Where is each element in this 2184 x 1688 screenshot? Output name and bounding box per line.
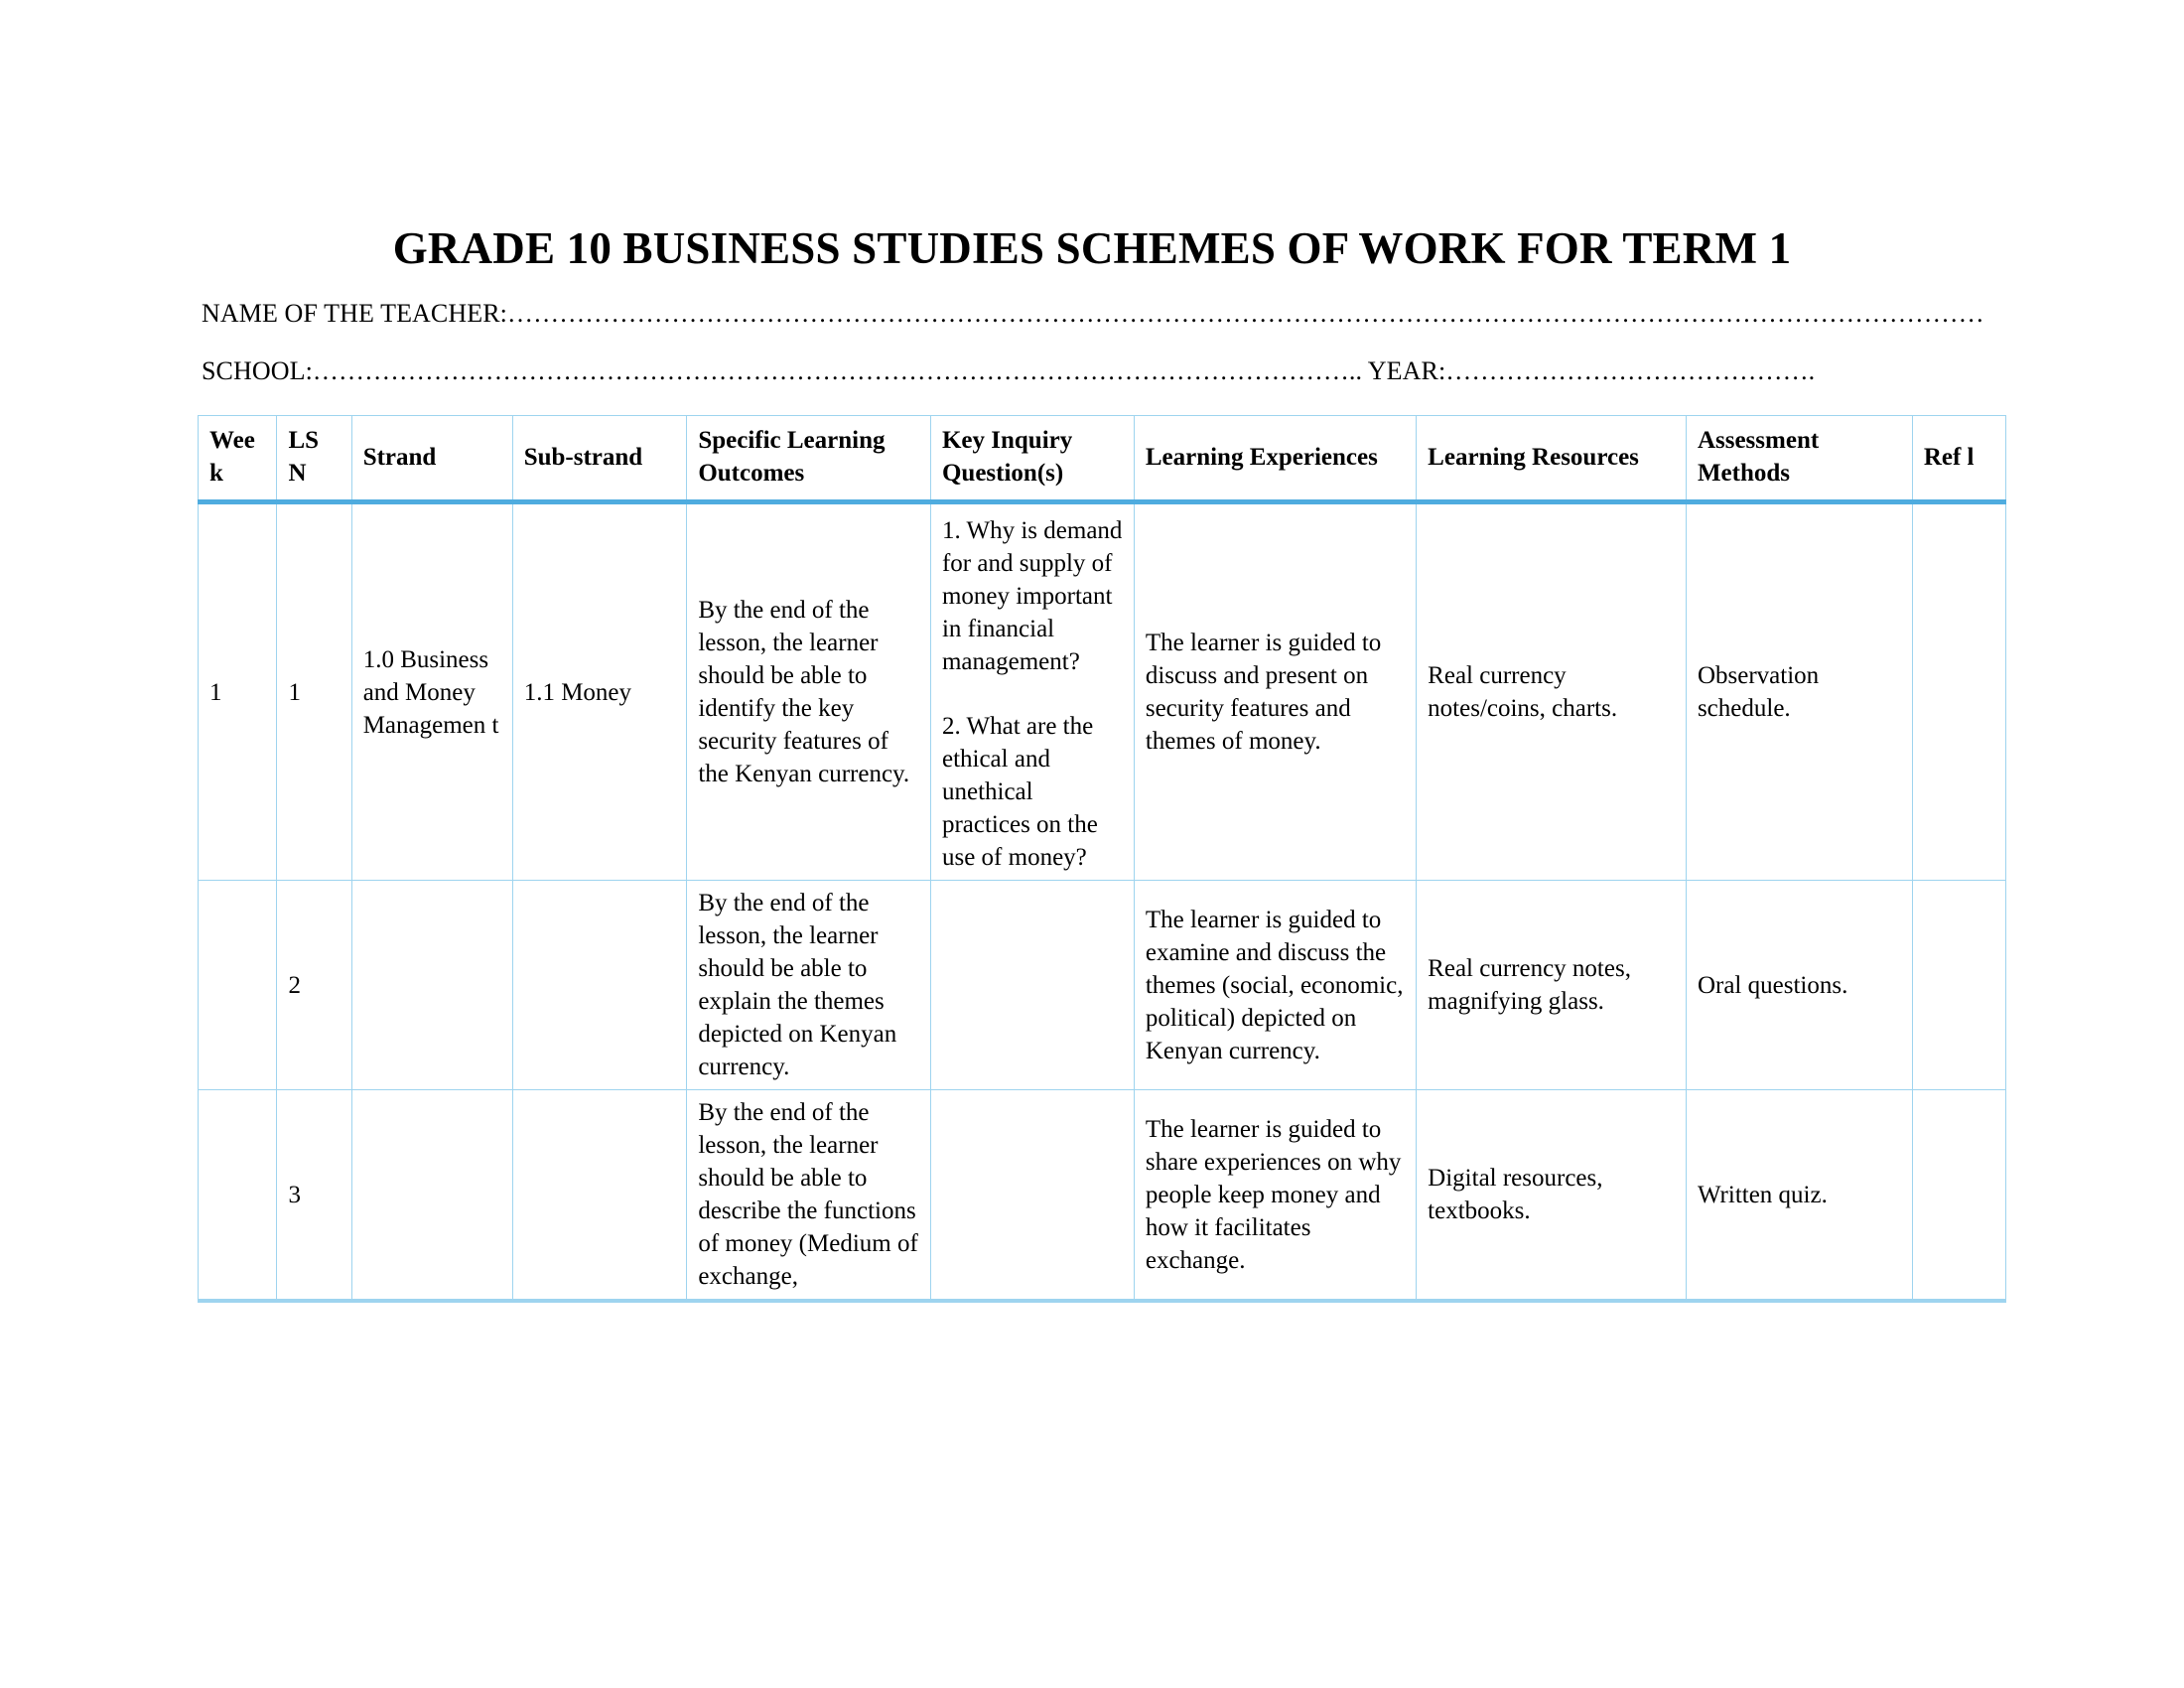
key-inquiry-question-spacer xyxy=(942,678,1124,710)
cell-learning-experiences: The learner is guided to discuss and present on security features and themes of money. xyxy=(1134,502,1416,881)
column-header-assessment-methods: Assessment Methods xyxy=(1686,416,1912,502)
cell-week xyxy=(199,881,277,1090)
column-header-strand: Strand xyxy=(351,416,512,502)
cell-strand xyxy=(351,1090,512,1302)
cell-key-inquiry-questions xyxy=(930,881,1134,1090)
table-row xyxy=(199,1090,2006,1302)
cell-lsn: 3 xyxy=(277,1090,351,1302)
table-row xyxy=(199,881,2006,1090)
cell-key-inquiry-questions xyxy=(930,1090,1134,1302)
cell-refl xyxy=(1912,502,2005,881)
cell-lsn: 1 xyxy=(277,502,351,881)
cell-week xyxy=(199,1090,277,1302)
cell-refl xyxy=(1912,881,2005,1090)
column-header-specific-learning-outcomes: Specific Learning Outcomes xyxy=(687,416,931,502)
table-header-row xyxy=(199,416,2006,502)
cell-week: 1 xyxy=(199,502,277,881)
cell-learning-resources: Real currency notes, magnifying glass. xyxy=(1417,881,1687,1090)
column-header-sub-strand: Sub-strand xyxy=(512,416,687,502)
column-header-refl: Ref l xyxy=(1912,416,2005,502)
key-inquiry-question-1: 1. Why is demand for and supply of money important in financial management? xyxy=(941,517,1123,675)
column-header-learning-experiences: Learning Experiences xyxy=(1134,416,1416,502)
cell-specific-learning-outcomes: By the end of the lesson, the learner should be able to explain the themes depicted on Kenyan currency. xyxy=(687,881,931,1090)
school-year-field-line: SCHOOL:………………………………………………………………………………………………………….. YEAR:……………………………………. xyxy=(202,356,1816,385)
column-header-week: Wee k xyxy=(199,416,277,502)
page-title: GRADE 10 BUSINESS STUDIES SCHEMES OF WORK FOR TERM 1 xyxy=(392,223,1792,274)
key-inquiry-question-2: 2. What are the ethical and unethical practices on the use of money? xyxy=(941,713,1098,871)
column-header-learning-resources: Learning Resources xyxy=(1417,416,1687,502)
cell-sub-strand xyxy=(512,1090,687,1302)
cell-strand: 1.0 Business and Money Managemen t xyxy=(351,502,512,881)
cell-refl xyxy=(1912,1090,2005,1302)
cell-sub-strand: 1.1 Money xyxy=(512,502,687,881)
cell-sub-strand xyxy=(512,881,687,1090)
cell-specific-learning-outcomes: By the end of the lesson, the learner should be able to describe the functions of money (Medium of exchange, xyxy=(687,1090,931,1302)
cell-assessment-methods: Written quiz. xyxy=(1686,1090,1912,1302)
cell-assessment-methods: Oral questions. xyxy=(1686,881,1912,1090)
cell-assessment-methods: Observation schedule. xyxy=(1686,502,1912,881)
cell-lsn: 2 xyxy=(277,881,351,1090)
cell-strand xyxy=(351,881,512,1090)
schemes-of-work-table xyxy=(198,415,2006,1303)
cell-specific-learning-outcomes: By the end of the lesson, the learner should be able to identify the key security features of the Kenyan currency. xyxy=(687,502,931,881)
cell-learning-resources: Real currency notes/coins, charts. xyxy=(1417,502,1687,881)
cell-learning-experiences: The learner is guided to share experiences on why people keep money and how it facilitates exchange. xyxy=(1134,1090,1416,1302)
column-header-lsn: LS N xyxy=(277,416,351,502)
teacher-name-field-line: NAME OF THE TEACHER:……………………………………………………………………………………………………………………………………………………… xyxy=(202,299,1984,328)
cell-learning-experiences: The learner is guided to examine and discuss the themes (social, economic, political) depicted on Kenyan currency. xyxy=(1134,881,1416,1090)
column-header-key-inquiry-questions: Key Inquiry Question(s) xyxy=(930,416,1134,502)
table-row xyxy=(199,502,2006,881)
cell-learning-resources: Digital resources, textbooks. xyxy=(1417,1090,1687,1302)
cell-key-inquiry-questions xyxy=(930,502,1134,881)
